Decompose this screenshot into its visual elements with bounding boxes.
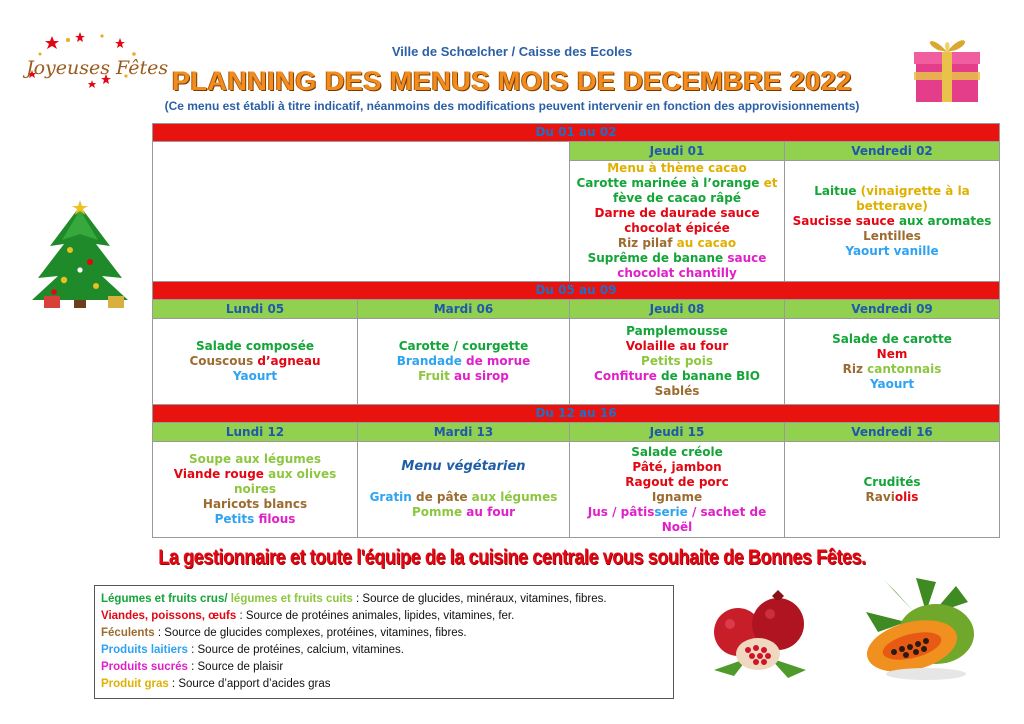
closing-message: La gestionnaire et toute l'équipe de la cuisine centrale vous souhaite de Bonnes Fêtes. (158, 546, 866, 569)
menu-item (155, 497, 355, 512)
menu-item (572, 266, 782, 281)
menu-text: de banane BIO (656, 369, 760, 383)
menu-item (572, 221, 782, 236)
papaya-icon (856, 572, 982, 684)
menu-item (787, 347, 997, 362)
menu-cell (785, 161, 1000, 282)
menu-cell (358, 319, 570, 405)
menu-item (572, 445, 782, 460)
menu-text: Pamplemousse (626, 324, 728, 338)
menu-text: Ragout de porc (625, 474, 729, 489)
menu-item (155, 369, 355, 384)
menu-text: au cacao (672, 236, 737, 250)
menu-item (360, 354, 567, 369)
menu-item (572, 520, 782, 535)
menu-text: fève de cacao râpé (613, 191, 741, 205)
menu-item (787, 475, 997, 490)
menu-item (787, 229, 997, 244)
menu-text: Yaourt (232, 369, 278, 383)
day-header: Vendredi 16 (785, 423, 1000, 442)
legend-description: : Source de protéines, calcium, vitamines. (187, 644, 404, 656)
legend-row (101, 659, 673, 676)
menu-item (155, 512, 355, 527)
menu-text: filous (254, 512, 296, 526)
menu-item (572, 206, 782, 221)
menu-text: Lentilles (863, 228, 921, 243)
menu-text: Gratin (369, 490, 412, 504)
menu-text: Salade créole (631, 444, 723, 459)
menu-text: de pâte (411, 490, 468, 504)
menu-item (787, 490, 997, 505)
menu-text: noires (233, 482, 277, 496)
svg-text:Joyeuses Fêtes: Joyeuses Fêtes (26, 57, 169, 79)
menu-item (787, 199, 997, 214)
menu-text: , jambon (662, 459, 722, 474)
menu-text: Confiture (594, 369, 657, 383)
day-header: Vendredi 09 (785, 300, 1000, 319)
menu-text: Fruit (418, 369, 450, 383)
day-header: Mardi 06 (358, 300, 570, 319)
menu-cell (570, 161, 785, 282)
organization-name: Ville de Schœlcher / Caisse des Ecoles (391, 44, 633, 59)
menu-text: d’agneau (253, 354, 321, 368)
menu-item (572, 339, 782, 354)
menu-text: sauce (851, 213, 895, 228)
menu-text: Yaourt (869, 376, 915, 391)
week-bar: Du 01 au 02 (153, 124, 1000, 142)
menu-text: au sirop (449, 369, 509, 383)
menu-text: Noël (661, 519, 693, 534)
legend-category: Légumes et fruits crus/ (101, 593, 228, 605)
menu-text: Viande rouge (173, 467, 264, 481)
menu-item (787, 214, 997, 229)
menu-item (572, 251, 782, 266)
menu-item (572, 354, 782, 369)
legend-category: Féculents (101, 627, 155, 639)
nutrition-legend (94, 585, 674, 699)
legend-description: : Source d’apport d’acides gras (168, 678, 331, 690)
menu-cell (785, 319, 1000, 405)
day-header: Lundi 12 (153, 423, 358, 442)
menu-text: (vinaigrette à la (856, 183, 970, 198)
menu-text: Yaourt vanille (845, 243, 939, 258)
menu-item (572, 490, 782, 505)
menu-cell (153, 319, 358, 405)
menu-text: Laitue (814, 183, 857, 198)
menu-item (572, 475, 782, 490)
menu-text: Carotte marinée à l’orange (576, 176, 760, 190)
menu-text: Igname (651, 489, 703, 504)
day-header: Vendredi 02 (785, 142, 1000, 161)
menu-text: Menu à thème cacao (607, 161, 747, 175)
menu-item (572, 161, 782, 176)
menu-text: Riz pilaf (617, 236, 673, 250)
menu-cell (570, 319, 785, 405)
menu-item (787, 362, 997, 377)
day-header: Jeudi 01 (570, 142, 785, 161)
menu-item (360, 369, 567, 384)
menu-text: Petits pois (641, 354, 713, 368)
menu-item (155, 482, 355, 497)
menu-item (787, 244, 997, 259)
menu-text: Ravi (865, 489, 895, 504)
pomegranate-icon (708, 588, 812, 680)
legend-row (101, 608, 673, 625)
menu-cell (358, 442, 570, 538)
menu-item (155, 354, 355, 369)
menu-text: Volaille au four (625, 339, 729, 353)
menu-item (360, 490, 567, 505)
menu-item (572, 369, 782, 384)
legend-category: Produit gras (101, 678, 169, 690)
menu-text: Salade composée (196, 339, 314, 353)
menu-text: betterave) (856, 198, 928, 213)
menu-text: chocolat épicée (624, 221, 730, 235)
menu-item (572, 176, 782, 191)
menu-text: Soupe aux légumes (188, 452, 322, 466)
menu-text: serie (654, 504, 688, 519)
legend-category: Produits sucrés (101, 661, 188, 673)
legend-row (101, 642, 673, 659)
menu-text: Darne de daurade sauce (594, 206, 760, 220)
menu-item (572, 236, 782, 251)
menu-text: Haricots blancs (202, 497, 308, 511)
menu-item (572, 191, 782, 206)
menu-text: aux aromates (894, 213, 992, 228)
menu-item (572, 384, 782, 399)
page-subtitle: (Ce menu est établi à titre indicatif, néanmoins des modifications peuvent intervenir en fonction des approvisionnements) (164, 99, 860, 113)
menu-text: Crudités (863, 474, 921, 489)
page-title: PLANNING DES MENUS MOIS DE DECEMBRE 2022 (171, 66, 853, 96)
menu-text: sauce (723, 251, 767, 265)
menu-item (787, 184, 997, 199)
menu-text: Jus / pâtis (587, 504, 655, 519)
week-bar: Du 05 au 09 (153, 282, 1000, 300)
menu-item (572, 460, 782, 475)
day-header: Lundi 05 (153, 300, 358, 319)
menu-cell (785, 442, 1000, 538)
menu-text: Pâté (632, 459, 663, 474)
menu-item (155, 452, 355, 467)
menu-text: Suprême de banane (587, 251, 724, 265)
legend-description: : Source de protéines animales, lipides, vitamines, fer. (236, 610, 515, 622)
menu-cell (570, 442, 785, 538)
legend-description: : Source de plaisir (187, 661, 284, 673)
menu-text: Nem (876, 346, 908, 361)
menu-text: et (759, 176, 778, 190)
menu-text: Riz (842, 361, 863, 376)
legend-row (101, 625, 673, 642)
christmas-tree-icon (24, 200, 136, 312)
legend-row (101, 591, 673, 608)
menu-text: Sablés (654, 384, 700, 398)
menu-text: aux olives (263, 467, 337, 481)
menu-item (787, 332, 997, 347)
menu-cell (153, 442, 358, 538)
menu-text: Couscous (189, 354, 254, 368)
menu-text: Pomme (411, 505, 463, 519)
menu-text: Brandade (396, 354, 462, 368)
menu-text: au four (462, 505, 516, 519)
menu-special-label: Menu végétarien (401, 459, 526, 474)
menu-item (572, 505, 782, 520)
legend-description: : Source de glucides complexes, protéines, vitamines, fibres. (154, 627, 467, 639)
day-header: Jeudi 15 (570, 423, 785, 442)
menu-text: Saucisse (792, 213, 852, 228)
menu-item (572, 324, 782, 339)
legend-category: Viandes, poissons, œufs (101, 610, 237, 622)
week-bar: Du 12 au 16 (153, 405, 1000, 423)
menu-text: chocolat chantilly (617, 266, 737, 280)
day-header: Jeudi 08 (570, 300, 785, 319)
menu-item (360, 339, 567, 354)
legend-category: légumes et fruits cuits (227, 593, 353, 605)
menu-text: cantonnais (863, 361, 942, 376)
decor-cell (153, 142, 570, 282)
menu-text: olis (894, 489, 919, 504)
menu-text: Petits (214, 512, 255, 526)
menu-item (155, 467, 355, 482)
menu-text: / sachet de (687, 504, 767, 519)
menu-text: Salade de carotte (832, 331, 952, 346)
menu-text: Carotte / courgette (398, 339, 529, 353)
menu-table (152, 123, 1000, 538)
legend-description: : Source de glucides, minéraux, vitamines, fibres. (352, 593, 607, 605)
menu-item (155, 339, 355, 354)
legend-category: Produits laitiers (101, 644, 188, 656)
day-header: Mardi 13 (358, 423, 570, 442)
menu-item (787, 377, 997, 392)
menu-text: de morue (461, 354, 531, 368)
menu-text: aux légumes (467, 490, 558, 504)
legend-row (101, 676, 673, 693)
menu-item (360, 505, 567, 520)
